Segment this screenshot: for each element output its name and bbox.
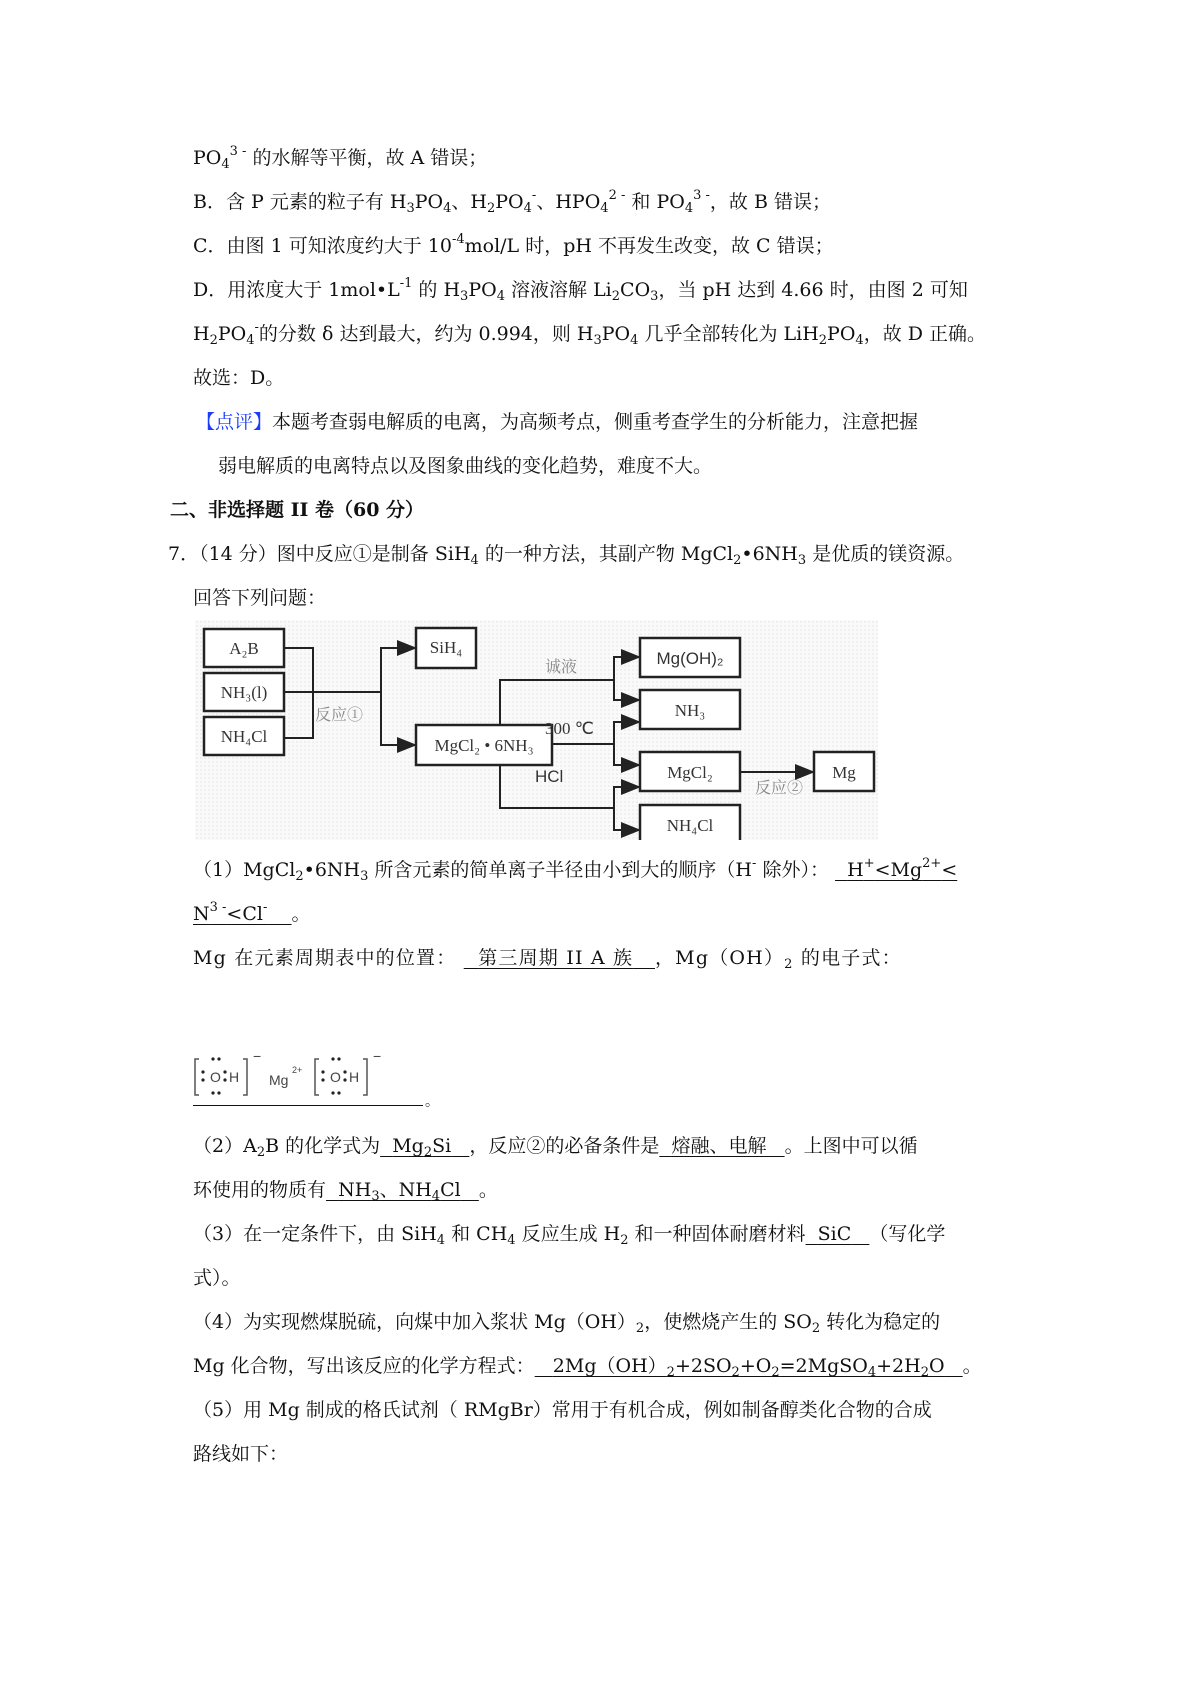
- part2-question: $(2)A_2B$ 的化学式为 $Mg_2Si$ ，反应②的必备条件是 熔融、电解 。上图中可以循: [193, 1135, 918, 1160]
- connector-reactants: [284, 648, 381, 738]
- svg-text:MgCl₂: MgCl₂: [667, 763, 713, 782]
- svg-text:H: H: [349, 1069, 360, 1085]
- svg-text:H: H: [229, 1069, 240, 1085]
- magnesium-ion: Mg: [269, 1072, 289, 1088]
- svg-text:NH₃: NH₃: [674, 701, 706, 720]
- comment-tag: 【点评】: [196, 411, 273, 433]
- comment-line2: 弱电解质的电离特点以及图象曲线的变化趋势，难度不大。: [218, 455, 713, 477]
- final-box-mg: [814, 752, 874, 791]
- condition-hcl: HCl: [535, 767, 564, 786]
- comment-line1: 【点评】本题考查弱电解质的电离，为高频考点，侧重考查学生的分析能力，注意把握: [196, 411, 919, 433]
- answer-line: 故选：D。: [193, 367, 285, 389]
- svg-text:O: O: [210, 1069, 221, 1085]
- option-d-line2: $H_2PO_4^-$的分数 δ 达到最大，约为 0.994，则 $H_3PO_4$ 几乎全部转化为 $LiH_2PO_4$，故 D 正确。: [193, 320, 987, 348]
- part5-question: （5）用 Mg 制成的格氏试剂（ RMgBr）常用于有机合成，例如制备醇类化合物的合成: [193, 1399, 932, 1421]
- part1-answer-radius-b: $N^{3 -}<Cl^-$: [193, 900, 268, 925]
- svg-text:NH₄Cl: NH₄Cl: [220, 727, 268, 746]
- svg-text:NH₃(l): NH₃(l): [220, 683, 268, 702]
- reactant-box-nh3: [204, 673, 284, 711]
- part1-question: $(1)MgCl_2•6NH_3$ 所含元素的简单离子半径由小到大的顺序（H- 除外）： $H^+<Mg^{2+}<$: [193, 856, 958, 884]
- connector-to-mgcl2-nh3: [381, 692, 415, 745]
- part3-question-line2: 式）。: [193, 1267, 241, 1289]
- output-box-nh3: [640, 690, 740, 729]
- output-box-nh4cl: [640, 805, 740, 840]
- part3-answer: SiC: [817, 1223, 852, 1245]
- output-box-mgcl2: [640, 752, 740, 791]
- part4-question-line2: Mg 化合物，写出该反应的化学方程式： $2Mg(OH)_2+2SO_2+O_2=2MgSO_4+2H_2O$ 。: [193, 1355, 982, 1380]
- part5-question-line2: 路线如下：: [193, 1443, 289, 1465]
- electron-formula-mgoh2: [193, 1055, 433, 1105]
- svg-text:SiH₄: SiH₄: [429, 638, 463, 657]
- question7-prompt: 回答下列问题：: [193, 587, 327, 609]
- reaction2-label: 反应②: [755, 780, 804, 797]
- product-box-sih4: [416, 628, 476, 668]
- intermediate-box: [416, 725, 552, 765]
- svg-text:Mg(OH)₂: Mg(OH)₂: [656, 649, 724, 668]
- hydroxide-left: [195, 1055, 261, 1095]
- question7-intro: 7．（14 分）图中反应①是制备 SiH$_4$ 的一种方法，其副产物 $MgCl_2•6NH_3$ 是优质的镁资源。: [168, 543, 965, 568]
- svg-text:−: −: [373, 1055, 382, 1064]
- svg-text:MgCl₂ • 6NH₃: MgCl₂ • 6NH₃: [434, 736, 534, 755]
- svg-text:−: −: [253, 1055, 262, 1064]
- connector-to-sih4: [381, 648, 415, 692]
- part3-question: （3）在一定条件下，由 SiH$_4$ 和 $CH_4$ 反应生成 $H_2$ 和一种固体耐磨材料 SiC （写化学: [193, 1223, 946, 1248]
- reactant-box-a2b: [204, 629, 284, 667]
- part2-answer-condition: 熔融、电解: [671, 1135, 767, 1157]
- option-a-tail: $PO_4^{3 -}$ 的水解等平衡，故 A 错误；: [193, 144, 488, 172]
- reactant-box-nh4cl: [204, 717, 284, 755]
- part2-answer-recycle: $NH_3$、$NH_4Cl$: [338, 1179, 461, 1204]
- svg-text:O: O: [330, 1069, 341, 1085]
- part2-question-line2: 环使用的物质有 $NH_3$、$NH_4Cl$ 。: [193, 1179, 498, 1204]
- svg-text:A₂B: A₂B: [229, 639, 259, 658]
- hydroxide-right: [315, 1055, 381, 1095]
- option-b: B．含 P 元素的粒子有 $H_3PO_4$、$H_2PO_4^-$、$HPO_4^{2 -}$ 和 $PO_4^{3 -}$，故 B 错误；: [193, 188, 831, 216]
- condition-heat: 300 ℃: [545, 719, 594, 738]
- part1-position-answer: 第三周期 II A 族: [478, 947, 634, 969]
- part1-position: Mg 在元素周期表中的位置： 第三周期 II A 族 ，$Mg(OH)_2$ 的电子式：: [193, 947, 902, 972]
- part4-answer-equation: $2Mg(OH)_2+2SO_2+O_2=2MgSO_4+2H_2O$: [552, 1355, 945, 1380]
- part4-question: （4）为实现燃煤脱硫，向煤中加入浆状 $Mg(OH)_2$，使燃烧产生的 $SO_2$ 转化为稳定的: [193, 1311, 941, 1336]
- lewis-end: 。: [425, 1094, 439, 1110]
- process-flow-diagram: [195, 620, 878, 840]
- svg-text:NH₄Cl: NH₄Cl: [666, 816, 714, 835]
- svg-text:2+: 2+: [292, 1065, 303, 1075]
- lewis-answer-underline: [193, 1105, 423, 1106]
- reaction1-label: 反应①: [315, 707, 364, 724]
- svg-text:Mg: Mg: [832, 763, 856, 782]
- part1-answer-line2: $N^{3 -}<Cl^-$ 。: [193, 900, 311, 925]
- section-title: 二、非选择题 II 卷（60 分）: [170, 499, 425, 521]
- part1-answer-radius-a: $H^+<Mg^{2+}<$: [847, 856, 958, 881]
- part2-answer-formula: $Mg_2Si$: [392, 1135, 452, 1160]
- output-box-mgoh2: [640, 638, 740, 677]
- option-c: C．由图 1 可知浓度约大于 $10^{-4}mol/L$ 时，pH 不再发生改变，故 C 错误；: [193, 232, 834, 257]
- option-d-line1: D．用浓度大于 $1mol•L^{-1}$ 的 $H_3PO_4$ 溶液溶解 $Li_2CO_3$，当 pH 达到 4.66 时，由图 2 可知: [193, 276, 968, 304]
- condition-alkali: 诚液: [545, 659, 578, 676]
